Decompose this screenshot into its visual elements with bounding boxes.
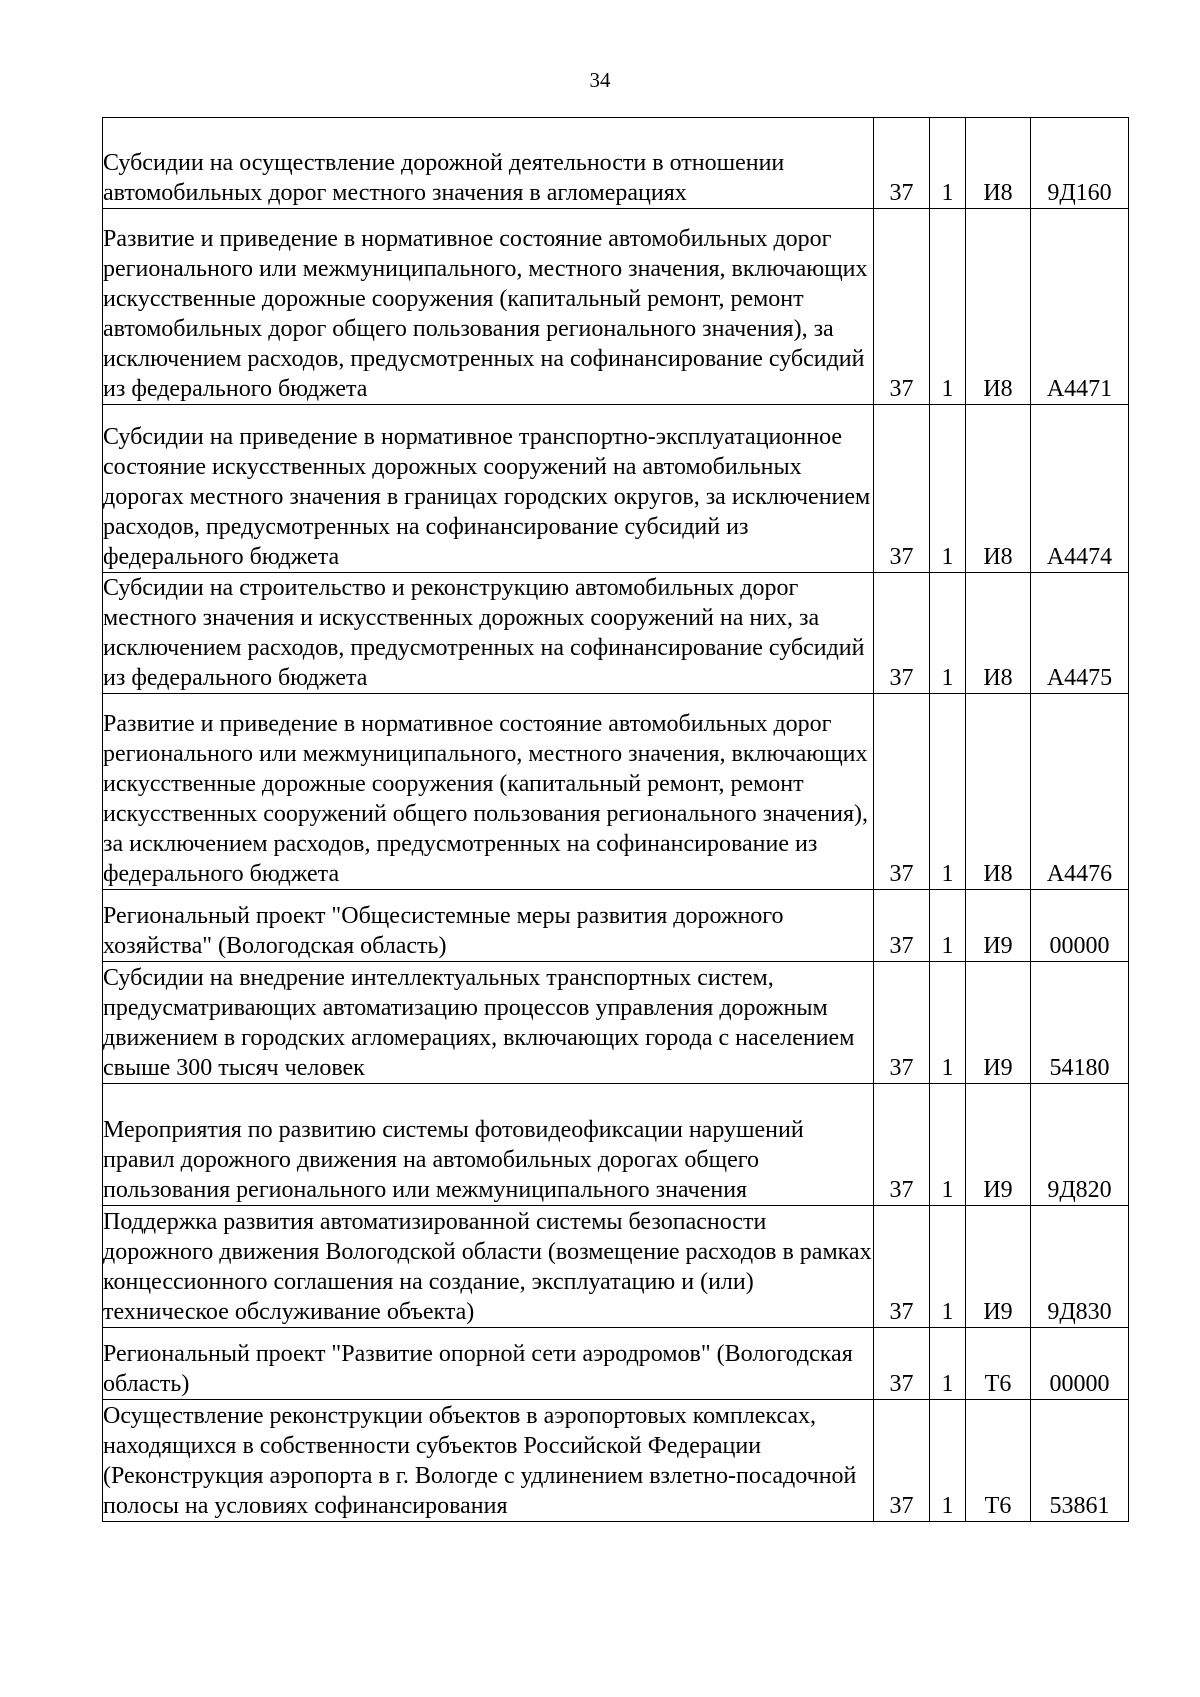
table-row: [103, 962, 1129, 1084]
project-code: И9: [966, 962, 1031, 1084]
subprogram-code: 1: [930, 890, 966, 962]
program-code: 37: [874, 1206, 930, 1328]
program-code: 37: [874, 209, 930, 405]
subprogram-code: 1: [930, 405, 966, 573]
subprogram-code: 1: [930, 1400, 966, 1522]
direction-code: 9Д160: [1031, 118, 1129, 209]
project-code: И8: [966, 118, 1031, 209]
direction-code: 9Д820: [1031, 1084, 1129, 1206]
subprogram-code: 1: [930, 962, 966, 1084]
table-row: [103, 1400, 1129, 1522]
program-code: 37: [874, 1328, 930, 1400]
direction-code: А4475: [1031, 573, 1129, 694]
row-description: Региональный проект "Развитие опорной сети аэродромов" (Вологодская область): [103, 1328, 874, 1400]
direction-code: 54180: [1031, 962, 1129, 1084]
direction-code: А4471: [1031, 209, 1129, 405]
row-description: Субсидии на осуществление дорожной деятельности в отношении автомобильных дорог местного значения в агломерациях: [103, 118, 874, 209]
row-description: Поддержка развития автоматизированной системы безопасности дорожного движения Вологодской области (возмещение расходов в рамках концессионного соглашения на создание, эксплуатацию и (или) техническое обслуживание объекта): [103, 1206, 874, 1328]
subprogram-code: 1: [930, 1084, 966, 1206]
direction-code: 9Д830: [1031, 1206, 1129, 1328]
project-code: И8: [966, 573, 1031, 694]
project-code: И9: [966, 1206, 1031, 1328]
direction-code: 53861: [1031, 1400, 1129, 1522]
program-code: 37: [874, 1084, 930, 1206]
program-code: 37: [874, 694, 930, 890]
program-code: 37: [874, 118, 930, 209]
project-code: И9: [966, 1084, 1031, 1206]
subprogram-code: 1: [930, 1328, 966, 1400]
project-code: И9: [966, 890, 1031, 962]
table-row: [103, 1328, 1129, 1400]
table-row: [103, 209, 1129, 405]
program-code: 37: [874, 890, 930, 962]
subprogram-code: 1: [930, 209, 966, 405]
table-row: [103, 1084, 1129, 1206]
table-row: [103, 1206, 1129, 1328]
row-description: Субсидии на строительство и реконструкцию автомобильных дорог местного значения и искусственных дорожных сооружений на них, за исключением расходов, предусмотренных на софинансирование субсидий из федерального бюджета: [103, 573, 874, 694]
project-code: Т6: [966, 1328, 1031, 1400]
subprogram-code: 1: [930, 1206, 966, 1328]
table-row: [103, 890, 1129, 962]
subprogram-code: 1: [930, 694, 966, 890]
project-code: И8: [966, 209, 1031, 405]
direction-code: А4474: [1031, 405, 1129, 573]
row-description: Развитие и приведение в нормативное состояние автомобильных дорог регионального или межмуниципального, местного значения, включающих искусственные дорожные сооружения (капитальный ремонт, ремонт автомобильных дорог общего пользования регионального значения), за исключением расходов, предусмотренных на софинансирование субсидий из федерального бюджета: [103, 209, 874, 405]
project-code: И8: [966, 405, 1031, 573]
subprogram-code: 1: [930, 573, 966, 694]
subprogram-code: 1: [930, 118, 966, 209]
project-code: Т6: [966, 1400, 1031, 1522]
table-row: [103, 573, 1129, 694]
table-row: [103, 118, 1129, 209]
project-code: И8: [966, 694, 1031, 890]
direction-code: 00000: [1031, 890, 1129, 962]
row-description: Субсидии на внедрение интеллектуальных транспортных систем, предусматривающих автоматизацию процессов управления дорожным движением в городских агломерациях, включающих города с населением свыше 300 тысяч человек: [103, 962, 874, 1084]
direction-code: 00000: [1031, 1328, 1129, 1400]
page-number: 34: [589, 68, 611, 92]
row-description: Осуществление реконструкции объектов в аэропортовых комплексах, находящихся в собственности субъектов Российской Федерации (Реконструкция аэропорта в г. Вологде с удлинением взлетно-посадочной полосы на условиях софинансирования: [103, 1400, 874, 1522]
row-description: Региональный проект "Общесистемные меры развития дорожного хозяйства" (Вологодская область): [103, 890, 874, 962]
row-description: Развитие и приведение в нормативное состояние автомобильных дорог регионального или межмуниципального, местного значения, включающих искусственные дорожные сооружения (капитальный ремонт, ремонт искусственных сооружений общего пользования регионального значения), за исключением расходов, предусмотренных на софинансирование из федерального бюджета: [103, 694, 874, 890]
table-row: [103, 405, 1129, 573]
program-code: 37: [874, 573, 930, 694]
row-description: Субсидии на приведение в нормативное транспортно-эксплуатационное состояние искусственных дорожных сооружений на автомобильных дорогах местного значения в границах городских округов, за исключением расходов, предусмотренных на софинансирование субсидий из федерального бюджета: [103, 405, 874, 573]
direction-code: А4476: [1031, 694, 1129, 890]
budget-classification-table: [102, 117, 1129, 1522]
program-code: 37: [874, 1400, 930, 1522]
program-code: 37: [874, 962, 930, 1084]
table-row: [103, 694, 1129, 890]
row-description: Мероприятия по развитию системы фотовидеофиксации нарушений правил дорожного движения на автомобильных дорогах общего пользования регионального или межмуниципального значения: [103, 1084, 874, 1206]
program-code: 37: [874, 405, 930, 573]
